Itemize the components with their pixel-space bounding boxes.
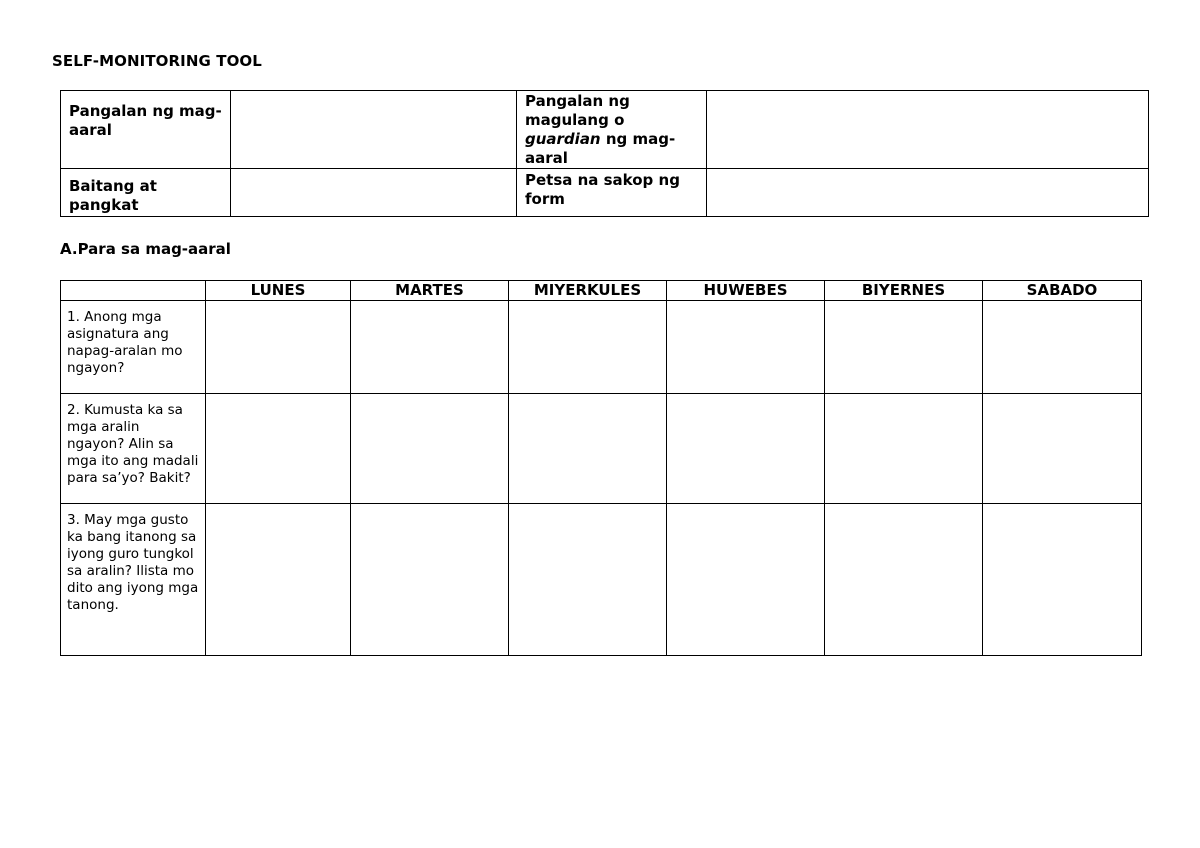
form-date-label: Petsa na sakop ng form xyxy=(517,169,707,217)
form-date-field[interactable] xyxy=(707,169,1149,217)
parent-label-part1: Pangalan ng magulang o xyxy=(525,92,630,129)
answer-cell[interactable] xyxy=(825,504,983,656)
answer-cell[interactable] xyxy=(825,301,983,394)
answer-cell[interactable] xyxy=(825,394,983,504)
student-name-field[interactable] xyxy=(231,91,517,169)
parent-name-label xyxy=(517,91,707,169)
answer-cell[interactable] xyxy=(206,301,351,394)
parent-label-italic: guardian xyxy=(525,130,601,148)
student-info-table xyxy=(60,90,1149,217)
header-day-sabado: SABADO xyxy=(983,281,1142,301)
question-1: 1. Anong mga asignatura ang napag-aralan mo ngayon? xyxy=(61,301,206,394)
document-title: SELF-MONITORING TOOL xyxy=(52,52,262,70)
answer-cell[interactable] xyxy=(351,504,509,656)
answer-cell[interactable] xyxy=(983,301,1142,394)
question-3: 3. May mga gusto ka bang itanong sa iyong guro tungkol sa aralin? Ilista mo dito ang iyong mga tanong. xyxy=(61,504,206,656)
answer-cell[interactable] xyxy=(667,504,825,656)
parent-name-field[interactable] xyxy=(707,91,1149,169)
header-day-miyerkules: MIYERKULES xyxy=(509,281,667,301)
header-day-martes: MARTES xyxy=(351,281,509,301)
answer-cell[interactable] xyxy=(351,301,509,394)
answer-cell[interactable] xyxy=(206,394,351,504)
section-a-heading: A.Para sa mag-aaral xyxy=(60,240,231,258)
question-2: 2. Kumusta ka sa mga aralin ngayon? Alin sa mga ito ang madali para sa’yo? Bakit? xyxy=(61,394,206,504)
answer-cell[interactable] xyxy=(206,504,351,656)
header-day-biyernes: BIYERNES xyxy=(825,281,983,301)
answer-cell[interactable] xyxy=(351,394,509,504)
answer-cell[interactable] xyxy=(509,301,667,394)
answer-cell[interactable] xyxy=(509,504,667,656)
header-corner xyxy=(61,281,206,301)
answer-cell[interactable] xyxy=(983,394,1142,504)
student-name-label: Pangalan ng mag- aaral xyxy=(61,91,231,169)
weekly-monitoring-table xyxy=(60,280,1142,656)
header-day-huwebes: HUWEBES xyxy=(667,281,825,301)
answer-cell[interactable] xyxy=(509,394,667,504)
answer-cell[interactable] xyxy=(983,504,1142,656)
answer-cell[interactable] xyxy=(667,394,825,504)
grade-section-label: Baitang at pangkat xyxy=(61,169,231,217)
header-day-lunes: LUNES xyxy=(206,281,351,301)
grade-section-field[interactable] xyxy=(231,169,517,217)
parent-label-part2: ng mag-aaral xyxy=(525,130,676,167)
answer-cell[interactable] xyxy=(667,301,825,394)
